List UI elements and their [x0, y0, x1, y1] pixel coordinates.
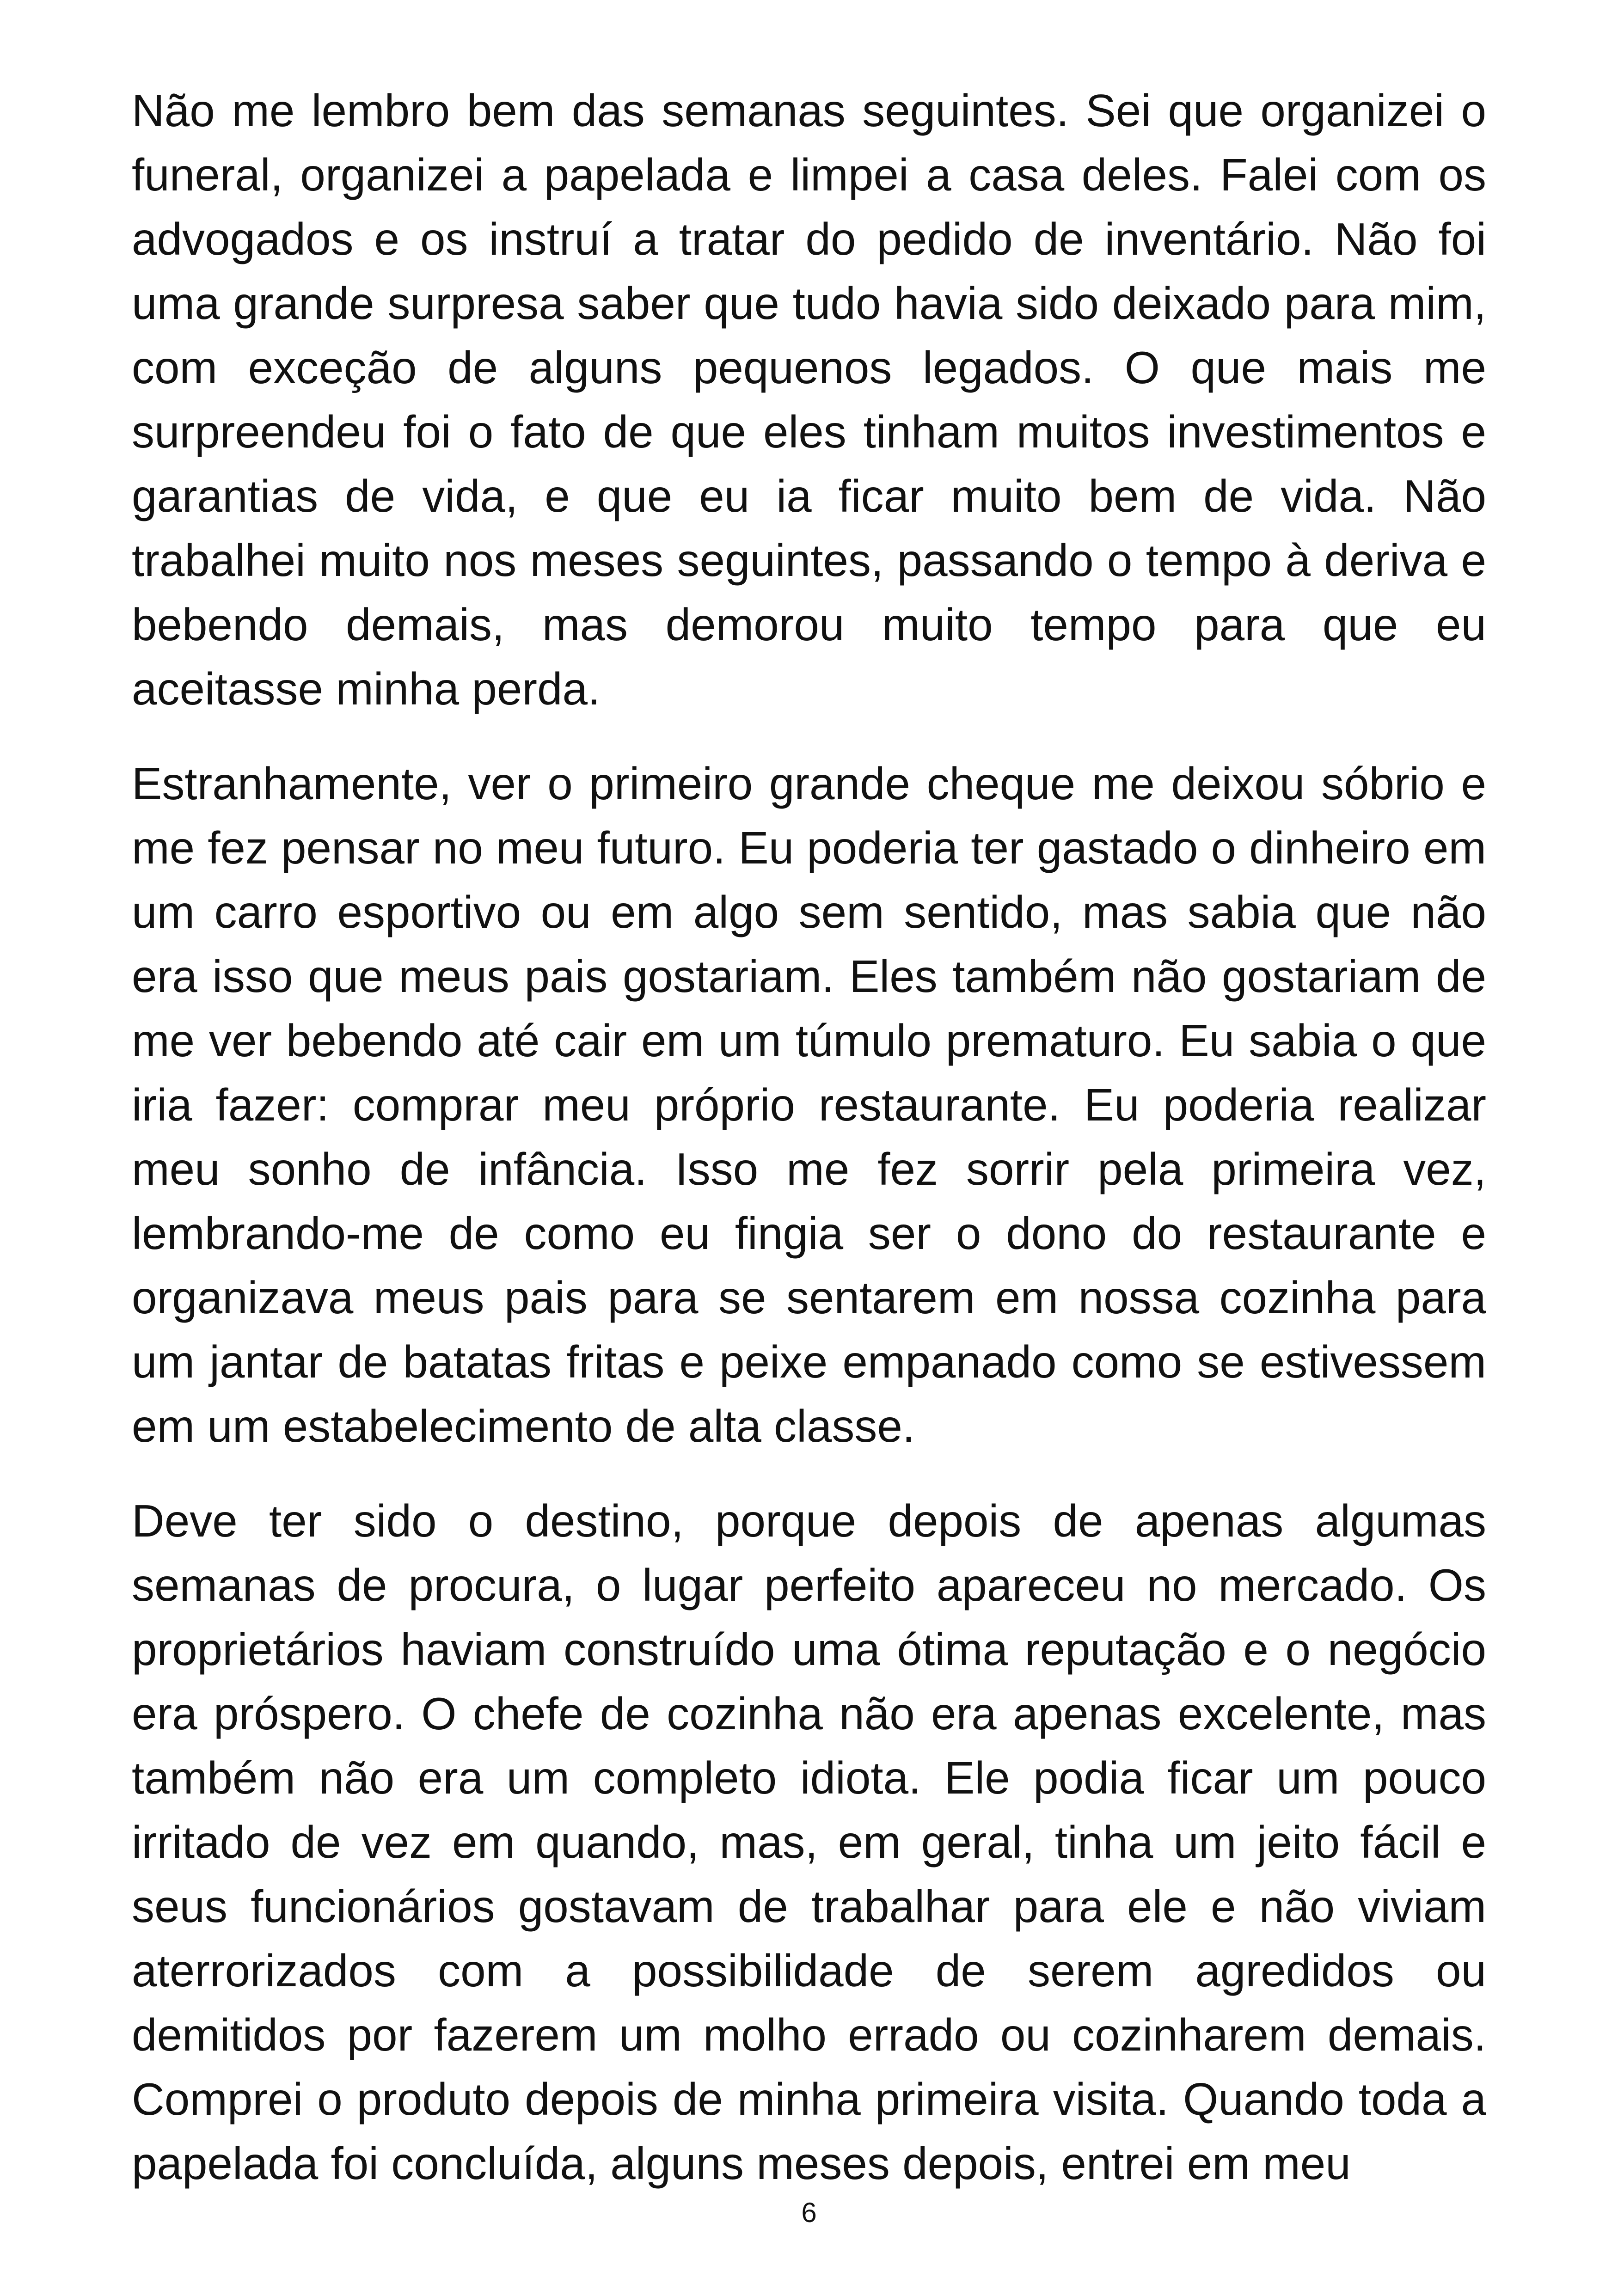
body-text	[132, 79, 1486, 2226]
paragraph-2: Estranhamente, ver o primeiro grande cheque me deixou sóbrio e me fez pensar no meu futuro. Eu poderia ter gastado o dinheiro em um carro esportivo ou em algo sem sentido, mas sabia que não era isso que meus pais gostariam. Eles também não gostariam de me ver bebendo até cair em um túmulo prematuro. Eu sabia o que iria fazer: comprar meu próprio restaurante. Eu poderia realizar meu sonho de infância. Isso me fez sorrir pela primeira vez, lembrando-me de como eu fingia ser o dono do restaurante e organizava meus pais para se sentarem em nossa cozinha para um jantar de batatas fritas e peixe empanado como se estivessem em um estabelecimento de alta classe.	[132, 758, 1486, 1451]
paragraph-1: Não me lembro bem das semanas seguintes. Sei que organizei o funeral, organizei a papelada e limpei a casa deles. Falei com os advogados e os instruí a tratar do pedido de inventário. Não foi uma grande surpresa saber que tudo havia sido deixado para mim, com exceção de alguns pequenos legados. O que mais me surpreendeu foi o fato de que eles tinham muitos investimentos e garantias de vida, e que eu ia ficar muito bem de vida. Não trabalhei muito nos meses seguintes, passando o tempo à deriva e bebendo demais, mas demorou muito tempo para que eu aceitasse minha perda.	[132, 85, 1486, 714]
page-number: 6	[801, 2197, 817, 2228]
paragraph-3: Deve ter sido o destino, porque depois de apenas algumas semanas de procura, o lugar perfeito apareceu no mercado. Os proprietários haviam construído uma ótima reputação e o negócio era próspero. O chefe de cozinha não era apenas excelente, mas também não era um completo idiota. Ele podia ficar um pouco irritado de vez em quando, mas, em geral, tinha um jeito fácil e seus funcionários gostavam de trabalhar para ele e não viviam aterrorizados com a possibilidade de serem agredidos ou demitidos por fazerem um molho errado ou cozinharem demais. Comprei o produto depois de minha primeira visita. Quando toda a papelada foi concluída, alguns meses depois, entrei em meu	[132, 1495, 1486, 2189]
